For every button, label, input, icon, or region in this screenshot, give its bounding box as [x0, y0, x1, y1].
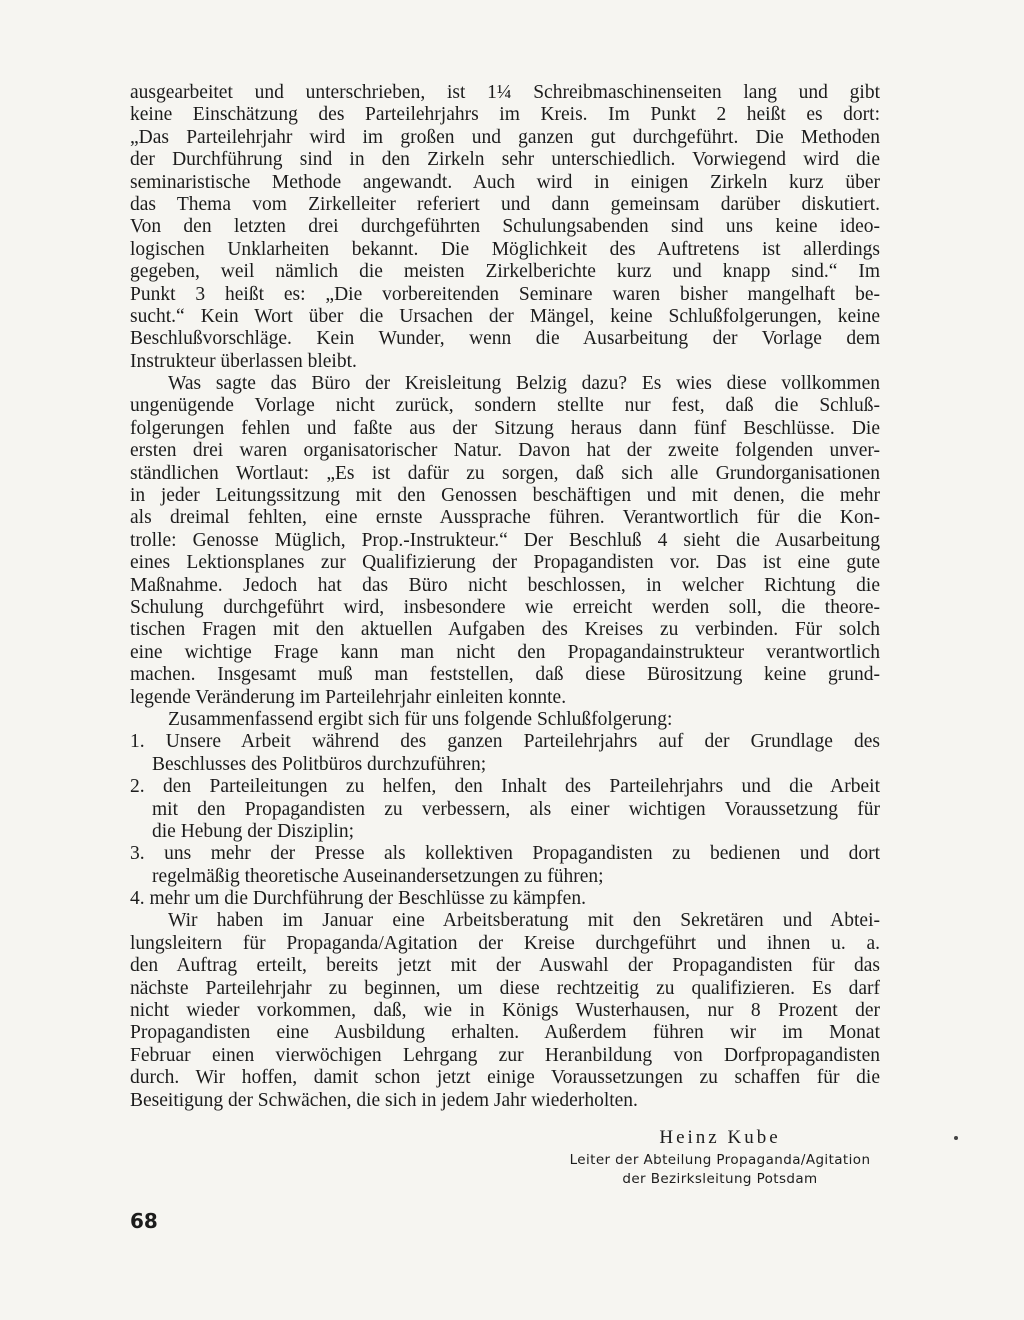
text-line: Zusammenfassend ergibt sich für uns folgende Schlußfolgerung: [168, 708, 673, 730]
text-line: legende Veränderung im Parteilehrjahr einleiten konnte. [130, 686, 567, 708]
text-line: gegeben, weil nämlich die meisten Zirkelberichte kurz und knapp sind.“ Im [130, 261, 880, 283]
text-line: nicht wieder vorkommen, daß, wie in Königs Wusterhausen, nur 8 Prozent der [130, 1000, 880, 1022]
text-line: 1. Unsere Arbeit während des ganzen Parteilehrjahrs auf der Grundlage des [130, 731, 880, 753]
paragraph-2 [130, 373, 880, 709]
text-line: machen. Insgesamt muß man feststellen, daß diese Bürositzung keine grund- [130, 664, 880, 686]
paragraph-1 [130, 82, 880, 373]
text-line: Von den letzten drei durchgeführten Schulungsabenden sind uns keine ideo- [130, 216, 880, 238]
text-line: das Thema vom Zirkelleiter referiert und dann gemeinsam darüber diskutiert. [130, 193, 880, 215]
text-line: lungsleitern für Propaganda/Agitation der Kreise durchgeführt und ihnen u. a. [130, 932, 880, 954]
signature-title: Leiter der Abteilung Propaganda/Agitation [569, 1152, 871, 1168]
paragraph-3 [130, 709, 880, 731]
text-line: eines Lektionsplanes zur Qualifizierung der Propagandisten vor. Das ist eine gute [130, 552, 880, 574]
signature-name: Heinz Kube [659, 1127, 781, 1148]
text-line: in jeder Leitungssitzung mit den Genossen beschäftigen und mit denen, die mehr [130, 485, 880, 507]
text-line: folgerungen fehlen und faßte aus der Sitzung heraus dann fünf Beschlüsse. Die [130, 417, 880, 439]
text-line: Schulung durchgeführt wird, insbesondere wie erreicht werden soll, die theore- [130, 596, 880, 618]
text-line: Wir haben im Januar eine Arbeitsberatung mit den Sekretären und Abtei- [168, 910, 880, 932]
text-line: trolle: Genosse Müglich, Prop.-Instrukteur.“ Der Beschluß 4 sieht die Ausarbeitung [130, 529, 880, 551]
text-line: seminaristische Methode angewandt. Auch wird in einigen Zirkeln kurz über [130, 171, 880, 193]
text-line: Beseitigung der Schwächen, die sich in jedem Jahr wiederholten. [130, 1089, 638, 1111]
text-line: mit den Propagandisten zu verbessern, als einer wichtigen Voraussetzung für [152, 798, 880, 820]
text-line: Beschlußvorschläge. Kein Wunder, wenn die Ausarbeitung der Vorlage dem [130, 328, 880, 350]
signature-organization: der Bezirksleitung Potsdam [622, 1171, 818, 1187]
text-line: Propagandisten eine Ausbildung erhalten. Außerdem führen wir im Monat [130, 1022, 880, 1044]
text-line: durch. Wir hoffen, damit schon jetzt einige Voraussetzungen zu schaffen für die [130, 1067, 880, 1089]
closing-paragraph [130, 910, 880, 1112]
text-line: ersten drei waren organisatorischer Natur. Davon hat der zweite folgenden unver- [130, 440, 880, 462]
text-line: als dreimal fehlten, eine ernste Aussprache führen. Verantwortlich für die Kon- [130, 507, 880, 529]
text-line: tischen Fragen mit den aktuellen Aufgaben des Kreises zu verbinden. Für solch [130, 619, 880, 641]
text-line: ständlichen Wortlaut: „Es ist dafür zu sorgen, daß sich alle Grundorganisationen [130, 462, 880, 484]
text-line: 3. uns mehr der Presse als kollektiven Propagandisten zu bedienen und dort [130, 843, 880, 865]
text-line: Instrukteur überlassen bleibt. [130, 350, 357, 372]
text-line: keine Einschätzung des Parteilehrjahrs im Kreis. Im Punkt 2 heißt es dort: [130, 104, 880, 126]
document-page [130, 82, 880, 1112]
print-speck [954, 1136, 958, 1140]
text-line: nächste Parteilehrjahr zu beginnen, um diese rechtzeitig zu qualifizieren. Es darf [130, 977, 880, 999]
text-line: 2. den Parteileitungen zu helfen, den Inhalt des Parteilehrjahrs und die Arbeit [130, 776, 880, 798]
text-line: „Das Parteilehrjahr wird im großen und ganzen gut durchgeführt. Die Methoden [130, 126, 880, 148]
text-line: logischen Unklarheiten bekannt. Die Möglichkeit des Auftretens ist allerdings [130, 238, 880, 260]
list-item [130, 888, 880, 910]
conclusion-list [130, 731, 880, 910]
text-line: eine wichtige Frage kann man nicht den Propagandainstrukteur verantwortlich [130, 641, 880, 663]
text-line: Maßnahme. Jedoch hat das Büro nicht beschlossen, in welcher Richtung die [130, 574, 880, 596]
text-line: regelmäßig theoretische Auseinandersetzungen zu führen; [152, 865, 604, 887]
text-line: sucht.“ Kein Wort über die Ursachen der Mängel, keine Schlußfolgerungen, keine [130, 305, 880, 327]
text-line: Punkt 3 heißt es: „Die vorbereitenden Seminare waren bisher mangelhaft be- [130, 283, 880, 305]
text-line: Beschlusses des Politbüros durchzuführen; [152, 753, 487, 775]
text-line: ungenügende Vorlage nicht zurück, sondern stellte nur fest, daß die Schluß- [130, 395, 880, 417]
text-line: Februar einen vierwöchigen Lehrgang zur Heranbildung von Dorfpropagandisten [130, 1044, 880, 1066]
list-item [130, 843, 880, 888]
text-line: Was sagte das Büro der Kreisleitung Belzig dazu? Es wies diese vollkommen [168, 373, 880, 395]
text-line: der Durchführung sind in den Zirkeln sehr unterschiedlich. Vorwiegend wird die [130, 149, 880, 171]
list-item [130, 731, 880, 776]
text-line: den Auftrag erteilt, bereits jetzt mit der Auswahl der Propagandisten für das [130, 955, 880, 977]
text-line: ausgearbeitet und unterschrieben, ist 1¼ Schreibmaschinenseiten lang und gibt [130, 82, 880, 103]
text-line: die Hebung der Disziplin; [152, 820, 354, 842]
page-number: 68 [130, 1209, 158, 1233]
text-line: 4. mehr um die Durchführung der Beschlüsse zu kämpfen. [130, 888, 586, 910]
list-item [130, 776, 880, 843]
